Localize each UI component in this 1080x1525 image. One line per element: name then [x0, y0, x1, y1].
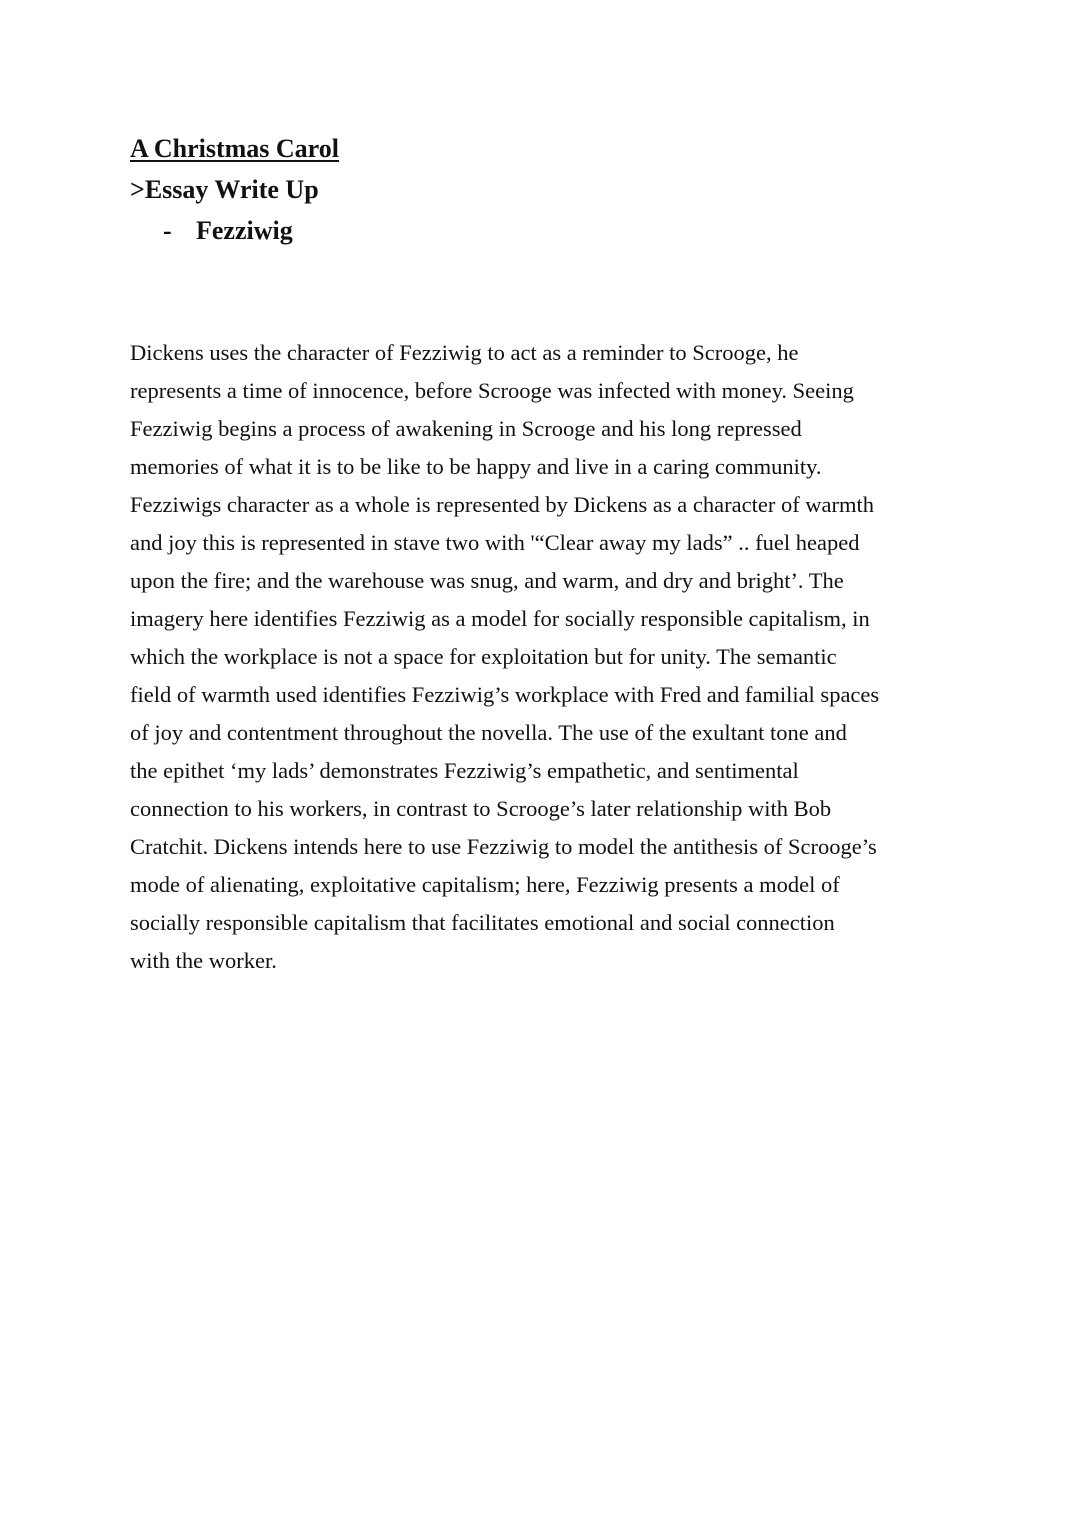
paragraph-line: and joy this is represented in stave two with '“Clear away my lads” .. fuel heaped [130, 530, 860, 555]
bullet-marker: - [163, 216, 172, 245]
paragraph-line: of joy and contentment throughout the novella. The use of the exultant tone and [130, 720, 847, 745]
paragraph-line: Cratchit. Dickens intends here to use Fezziwig to model the antithesis of Scrooge’s [130, 834, 877, 859]
paragraph-line: memories of what it is to be like to be happy and live in a caring community. [130, 454, 822, 479]
document-subtitle: >Essay Write Up [130, 175, 319, 204]
paragraph-line: connection to his workers, in contrast to Scrooge’s later relationship with Bob [130, 796, 832, 821]
paragraph-line: the epithet ‘my lads’ demonstrates Fezziwig’s empathetic, and sentimental [130, 758, 799, 783]
document-title: A Christmas Carol [130, 134, 339, 163]
paragraph-line: represents a time of innocence, before Scrooge was infected with money. Seeing [130, 378, 854, 403]
paragraph-line: which the workplace is not a space for exploitation but for unity. The semantic [130, 644, 837, 669]
paragraph-line: Fezziwig begins a process of awakening in Scrooge and his long repressed [130, 416, 802, 441]
paragraph-line: socially responsible capitalism that facilitates emotional and social connection [130, 910, 835, 935]
paragraph-line: with the worker. [130, 948, 277, 973]
paragraph-line: imagery here identifies Fezziwig as a model for socially responsible capitalism, in [130, 606, 870, 631]
bullet-text: Fezziwig [196, 216, 293, 245]
paragraph-line: field of warmth used identifies Fezziwig’s workplace with Fred and familial spaces [130, 682, 880, 707]
paragraph-line: mode of alienating, exploitative capitalism; here, Fezziwig presents a model of [130, 872, 840, 897]
paragraph-line: upon the fire; and the warehouse was snug, and warm, and dry and bright’. The [130, 568, 844, 593]
essay-paragraph [130, 334, 960, 980]
paragraph-line: Dickens uses the character of Fezziwig to act as a reminder to Scrooge, he [130, 340, 799, 365]
paragraph-line: Fezziwigs character as a whole is represented by Dickens as a character of warmth [130, 492, 875, 517]
